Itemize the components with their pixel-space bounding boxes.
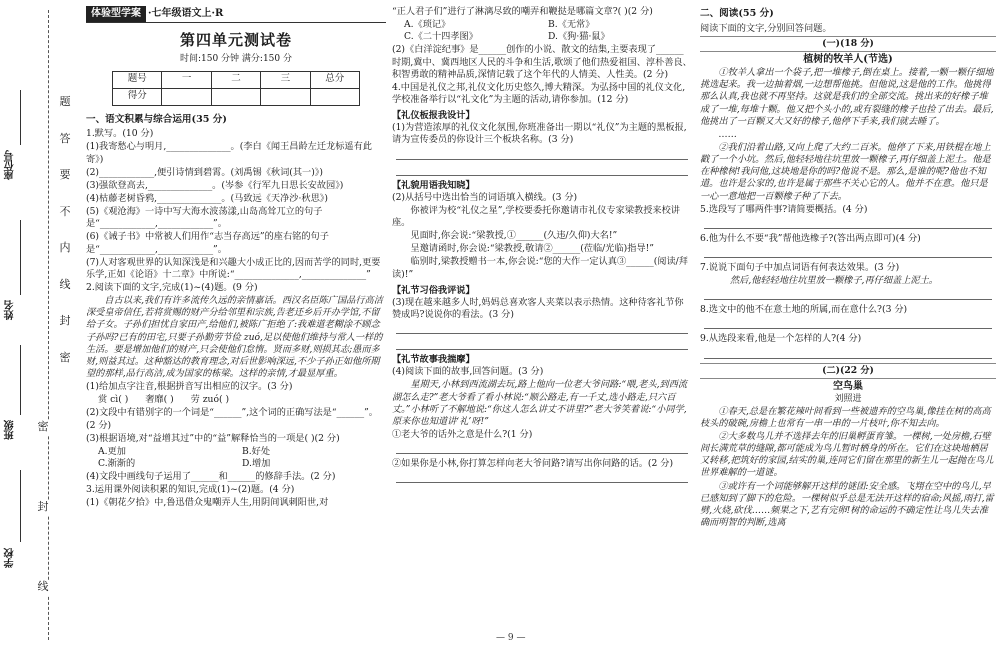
ellipsis: ……: [718, 128, 737, 140]
score-table: [112, 71, 360, 106]
score-cell[interactable]: [261, 88, 310, 105]
question-2: 2.阅读下面的文字,完成(1)~(4)题。(9 分): [86, 282, 258, 294]
answer-line[interactable]: [704, 288, 992, 300]
field-class-label: 班级: [5, 420, 16, 440]
question-6: 6.他为什么不要“我”帮他选橡子?(答出两点即可)(4 分): [700, 232, 921, 244]
question-4: 4.中国是礼仪之邦,礼仪文化历史悠久,博大精深。为弘扬中国的礼仪文化,学校准备举行以“礼文化”为主题的活动,请你参加。(12 分): [392, 81, 686, 105]
part3-question: (3)现在越来越多人时,妈妈总喜欢客人夹菜以表示热情。这种待客礼节你赞成吗?说说你的看法。(3 分): [392, 296, 684, 320]
brand-header: [86, 6, 386, 23]
column-1: [86, 6, 386, 646]
binding-strip: [0, 0, 84, 653]
part4-question: (4)阅读下面的故事,回答问题。(3 分): [392, 366, 544, 378]
part4-sub-2: ②如果你是小林,你打算怎样向老大爷问路?请写出你问路的话。(2 分): [392, 458, 674, 470]
answer-line[interactable]: [704, 217, 992, 229]
score-row-label: 得分: [113, 88, 162, 105]
question-8: 8.选文中的他不在意土地的所属,而在意什么?(3 分): [700, 304, 908, 316]
q2-3: (3)根据语境,对“益增其过”中的“益”解释恰当的一项是( )(2 分): [86, 432, 340, 444]
answer-line[interactable]: [704, 317, 992, 329]
part-label: 【礼仪板报我设计】: [392, 110, 475, 122]
question-9: 9.从选段来看,他是一个怎样的人?(4 分): [700, 333, 862, 345]
q1-item: (1)我寄愁心与明月,______________。(李白《闻王昌龄左迁龙标遥有此寄》): [86, 141, 372, 165]
cut-line: [48, 10, 49, 640]
score-header: 二: [211, 71, 260, 88]
q2-4: (4)文段中画线句子运用了______和______的修辞手法。(2 分): [86, 471, 336, 483]
score-header: 题号: [113, 71, 162, 88]
answer-line[interactable]: [396, 148, 688, 160]
q2-passage: 自古以来,我们有许多流传久远的亲情嘉话。西汉名臣陈广国品行高洁深受皇帝信任,若将赏赐的财产分给邻里和宗族,告老还乡后开办学馆,不留给子女。子孙们担忧自家田产,给他们,被陈广拒绝了:我难道老糊涂不顾念子孙吗?已有的田宅,只要子孙勤劳节俭 zuó,足以使他们维持与常人一样的生活。要是增加他们的财产,只会使他们怠惰。贤而多财,则损其志;愚而多财,则益其过。这种豁达的教育理念,对后世影响深远,不少子孙正如他所期望的那样,品行高洁,成为国家的栋梁。这样的亲情,才最显厚重。: [86, 295, 383, 379]
answer-line[interactable]: [396, 471, 688, 483]
part2-passage: 你被评为校“礼仪之星”,学校要委托你邀请市礼仪专家梁教授来校讲座。: [392, 204, 680, 228]
article-1-para-1: ①牧羊人拿出一个袋子,把一堆橡子,倒在桌上。接着,一颗一颗仔细地挑选起来。我一边抽着烟,一边想帮他挑。但他说,这是他的工作。他挑得那么认真,我也就不再坚持。这就是我们的全部交流。挑出来的好橡子堆成了一堆,每堆十颗。他又把个头小的,或有裂缝的橡子也捡了出去。最后,他挑出了一百颗又大又好的橡子,他停下手来,我们就去睡了。: [700, 67, 994, 127]
q3-1: (1)《朝花夕拾》中,鲁迅借众鬼嘲弄人生,用阴间讽刺阳世,对: [86, 497, 329, 509]
part2-question: (2)从括号中选出恰当的词语填入横线。(3 分): [392, 191, 578, 203]
article-1-para-2: ②我们沿着山路,又向上爬了大约二百米。他停了下来,用铁棍在地上戳了一个小坑。然后,他轻轻地往坑里放一颗橡子,再仔细盖上泥土。他是在种橡树!我问他,这块地是你的吗?他说不是。那么,是谁的呢?他也不知道。也许是公家的,也许是属于那些不关心它的人。他并不在意。他只是一心一意地把一百颗橡子种了下去。: [700, 141, 991, 202]
score-header: 总分: [310, 71, 359, 88]
q1-item: (5)《观沧海》一诗中写大海水波荡漾,山岛高耸兀立的句子是“____________,____________”。: [86, 206, 323, 230]
part1-question: (1)为营造浓厚的礼仪文化氛围,你班准备出一期以“礼仪”为主题的黑板报,请为宣传委员的你设计三个板块名称。(3 分): [392, 122, 687, 146]
article-2-para-2: ②大多数鸟儿并不选择去年的旧巢孵蛋育雏。一棵树,一处房檐,石壁间长满荒草的缝隙,都可能成为鸟儿暂时栖身的所在。它们在这块地栖居又转移,把筑好的家园,结实的巢,连同它们留在那里的新生儿一起抛在鸟儿世界难解的一道谜。: [700, 431, 994, 479]
q1-item: (2)____________,便引诗情到碧霄。(刘禹锡《秋词(其一)》): [86, 166, 323, 178]
field-seat-label: 座位号: [5, 150, 16, 180]
seal-char-3: 线: [37, 580, 49, 593]
q2-1-items: 赏 cì( ) 奢靡( ) 劳 zuó( ): [98, 394, 230, 406]
part2-passage: 见面时,你会说:“梁教授,①______(久违/久仰)大名!”: [410, 230, 618, 242]
q1-item: (6)《诫子书》中常被人们用作“志当存高远”的座右铭的句子是“____________,____________”。: [86, 231, 329, 255]
part-head-1: (一)(18 分): [700, 36, 996, 52]
column-3: [700, 6, 996, 646]
part4-story: 星期天,小林到西流湖去玩,路上他向一位老大爷问路:“喂,老头,到西流湖怎么走?”老大爷看了看小林说:“顺公路走,有一千丈,选小路走,只六百丈。”小林听了不解地说:“你这人怎么讲丈不讲里?”老大爷笑着说:“小同学,原来你也知道讲‘礼’呀!”: [392, 379, 688, 427]
score-header: 三: [261, 71, 310, 88]
answer-line[interactable]: [396, 322, 688, 334]
score-cell[interactable]: [310, 88, 359, 105]
brand-text: ·七年级语文上·R: [148, 8, 224, 20]
answer-line[interactable]: [396, 442, 688, 454]
q1-item: (7)人对客观世界的认知深浅是和兴趣大小成正比的,因而苦学的同时,更要乐学,正如《论语》十二章》中所说:“______________,______________”: [86, 256, 381, 280]
q1-item: (4)枯藤老树昏鸦,______________。(马致远《天净沙·秋思》): [86, 193, 328, 205]
article-2-para-1: ①春天,总是在繁花辣叶间看到一些被遗弃的空鸟巢,像挂在树的高高枝头的破碗,房檐上也常有一串一串的一片枝叶,你不知去向。: [700, 405, 991, 429]
answer-line[interactable]: [396, 338, 688, 350]
time-line: 时间:150 分钟 满分:150 分: [179, 53, 292, 64]
test-title: 第四单元测试卷: [179, 31, 292, 49]
q2-3-options: A.更加 B.好处 C.渐渐的 D.增加: [98, 445, 271, 469]
question-1: 1.默写。(10 分): [86, 128, 154, 140]
part-head-2: (二)(22 分): [700, 363, 996, 379]
part2-passage: 呈邀请函时,你会说:“梁教授,敬请②______(莅临/光临)指导!”: [410, 243, 654, 255]
q3-1-options: A.《琐记》 B.《无常》 C.《二十四孝图》 D.《狗·猫·鼠》: [404, 19, 610, 43]
article-author: 刘照进: [834, 393, 862, 404]
section-heading: 二、阅读(55 分): [700, 8, 774, 19]
question-3: 3.运用课外阅读积累的知识,完成(1)~(2)题。(4 分): [86, 484, 295, 496]
article-title-2: 空鸟巢: [833, 380, 863, 392]
warning-text: 题 答 要 不 内 线 封 密: [59, 95, 71, 364]
field-school-line: [20, 470, 21, 542]
field-seat-line: [20, 90, 21, 145]
article-2-para-3: ③或许有一个词能够解开这样的谜团:安全感。飞翔在空中的鸟儿,早已感知到了脚下的危险。一棵树似乎总是无法开这样的宿命;风摇,雨打,雷劈,火烧,砍伐……频果之下,艺有完卵!树的命运的不确定性让鸟儿失去准确而明智的判断,选离: [700, 480, 994, 528]
field-class-line: [20, 345, 21, 415]
column-2: [392, 6, 692, 646]
seal-char-2: 封: [37, 500, 49, 513]
score-cell[interactable]: [162, 88, 211, 105]
part4-sub-1: ①老大爷的话外之意是什么?(1 分): [392, 428, 533, 440]
question-5: 5.选段写了哪两件事?请简要概括。(4 分): [700, 203, 868, 215]
score-header: 一: [162, 71, 211, 88]
q2-1: (1)给加点字注音,根据拼音写出相应的汉字。(3 分): [86, 381, 293, 393]
field-school-label: 学校: [5, 548, 16, 568]
q3-2: (2)《白洋淀纪事》是______创作的小说、散文的结集,主要表现了______时期,冀中、冀西地区人民的斗争和生活,歌颂了他们热爱祖国、淳朴善良、积智勇敢的精神品质,深情记载了这个年代的人情美、人性美。(2 分): [392, 44, 692, 80]
q3-1-cont: “正人君子们”进行了淋漓尽致的嘲弄和鞭挞是哪篇文章?( )(2 分): [392, 6, 653, 17]
part-label: 【礼节习俗我评说】: [392, 284, 475, 296]
brand-box: 体验型学案: [86, 6, 146, 21]
section-heading: 一、语文积累与综合运用(35 分): [86, 113, 227, 125]
page-number: — 9 —: [496, 633, 526, 643]
answer-line[interactable]: [704, 246, 992, 258]
article-title-1: 植树的牧羊人(节选): [803, 53, 893, 65]
answer-line[interactable]: [396, 164, 688, 176]
part-label: 【礼节故事我揣摩】: [392, 354, 475, 366]
answer-line[interactable]: [704, 347, 992, 359]
q1-item: (3)强欲登高去,______________。(岑参《行军九日思长安故园》): [86, 179, 344, 191]
part-label: 【礼貌用语我知晓】: [392, 179, 475, 191]
score-cell[interactable]: [211, 88, 260, 105]
field-name-label: 姓名: [5, 300, 16, 320]
part2-passage: 临别时,梁教授赠书一本,你会说:“您的大作一定认真③______(阅读/拜读)!”: [392, 256, 688, 280]
field-name-line: [20, 220, 21, 295]
seal-char-1: 密: [37, 420, 49, 433]
q7-quote: 然后,他轻轻地往坑里放一颗橡子,再仔细盖上泥土。: [730, 275, 938, 287]
question-7: 7.说说下面句子中加点词语有何表达效果。(3 分): [700, 261, 900, 273]
reading-intro: 阅读下面的文字,分别回答问题。: [700, 22, 832, 34]
q2-2: (2)文段中有错别字的一个词是“______”,这个词的正确写法是“______”。(2 分): [86, 407, 378, 431]
